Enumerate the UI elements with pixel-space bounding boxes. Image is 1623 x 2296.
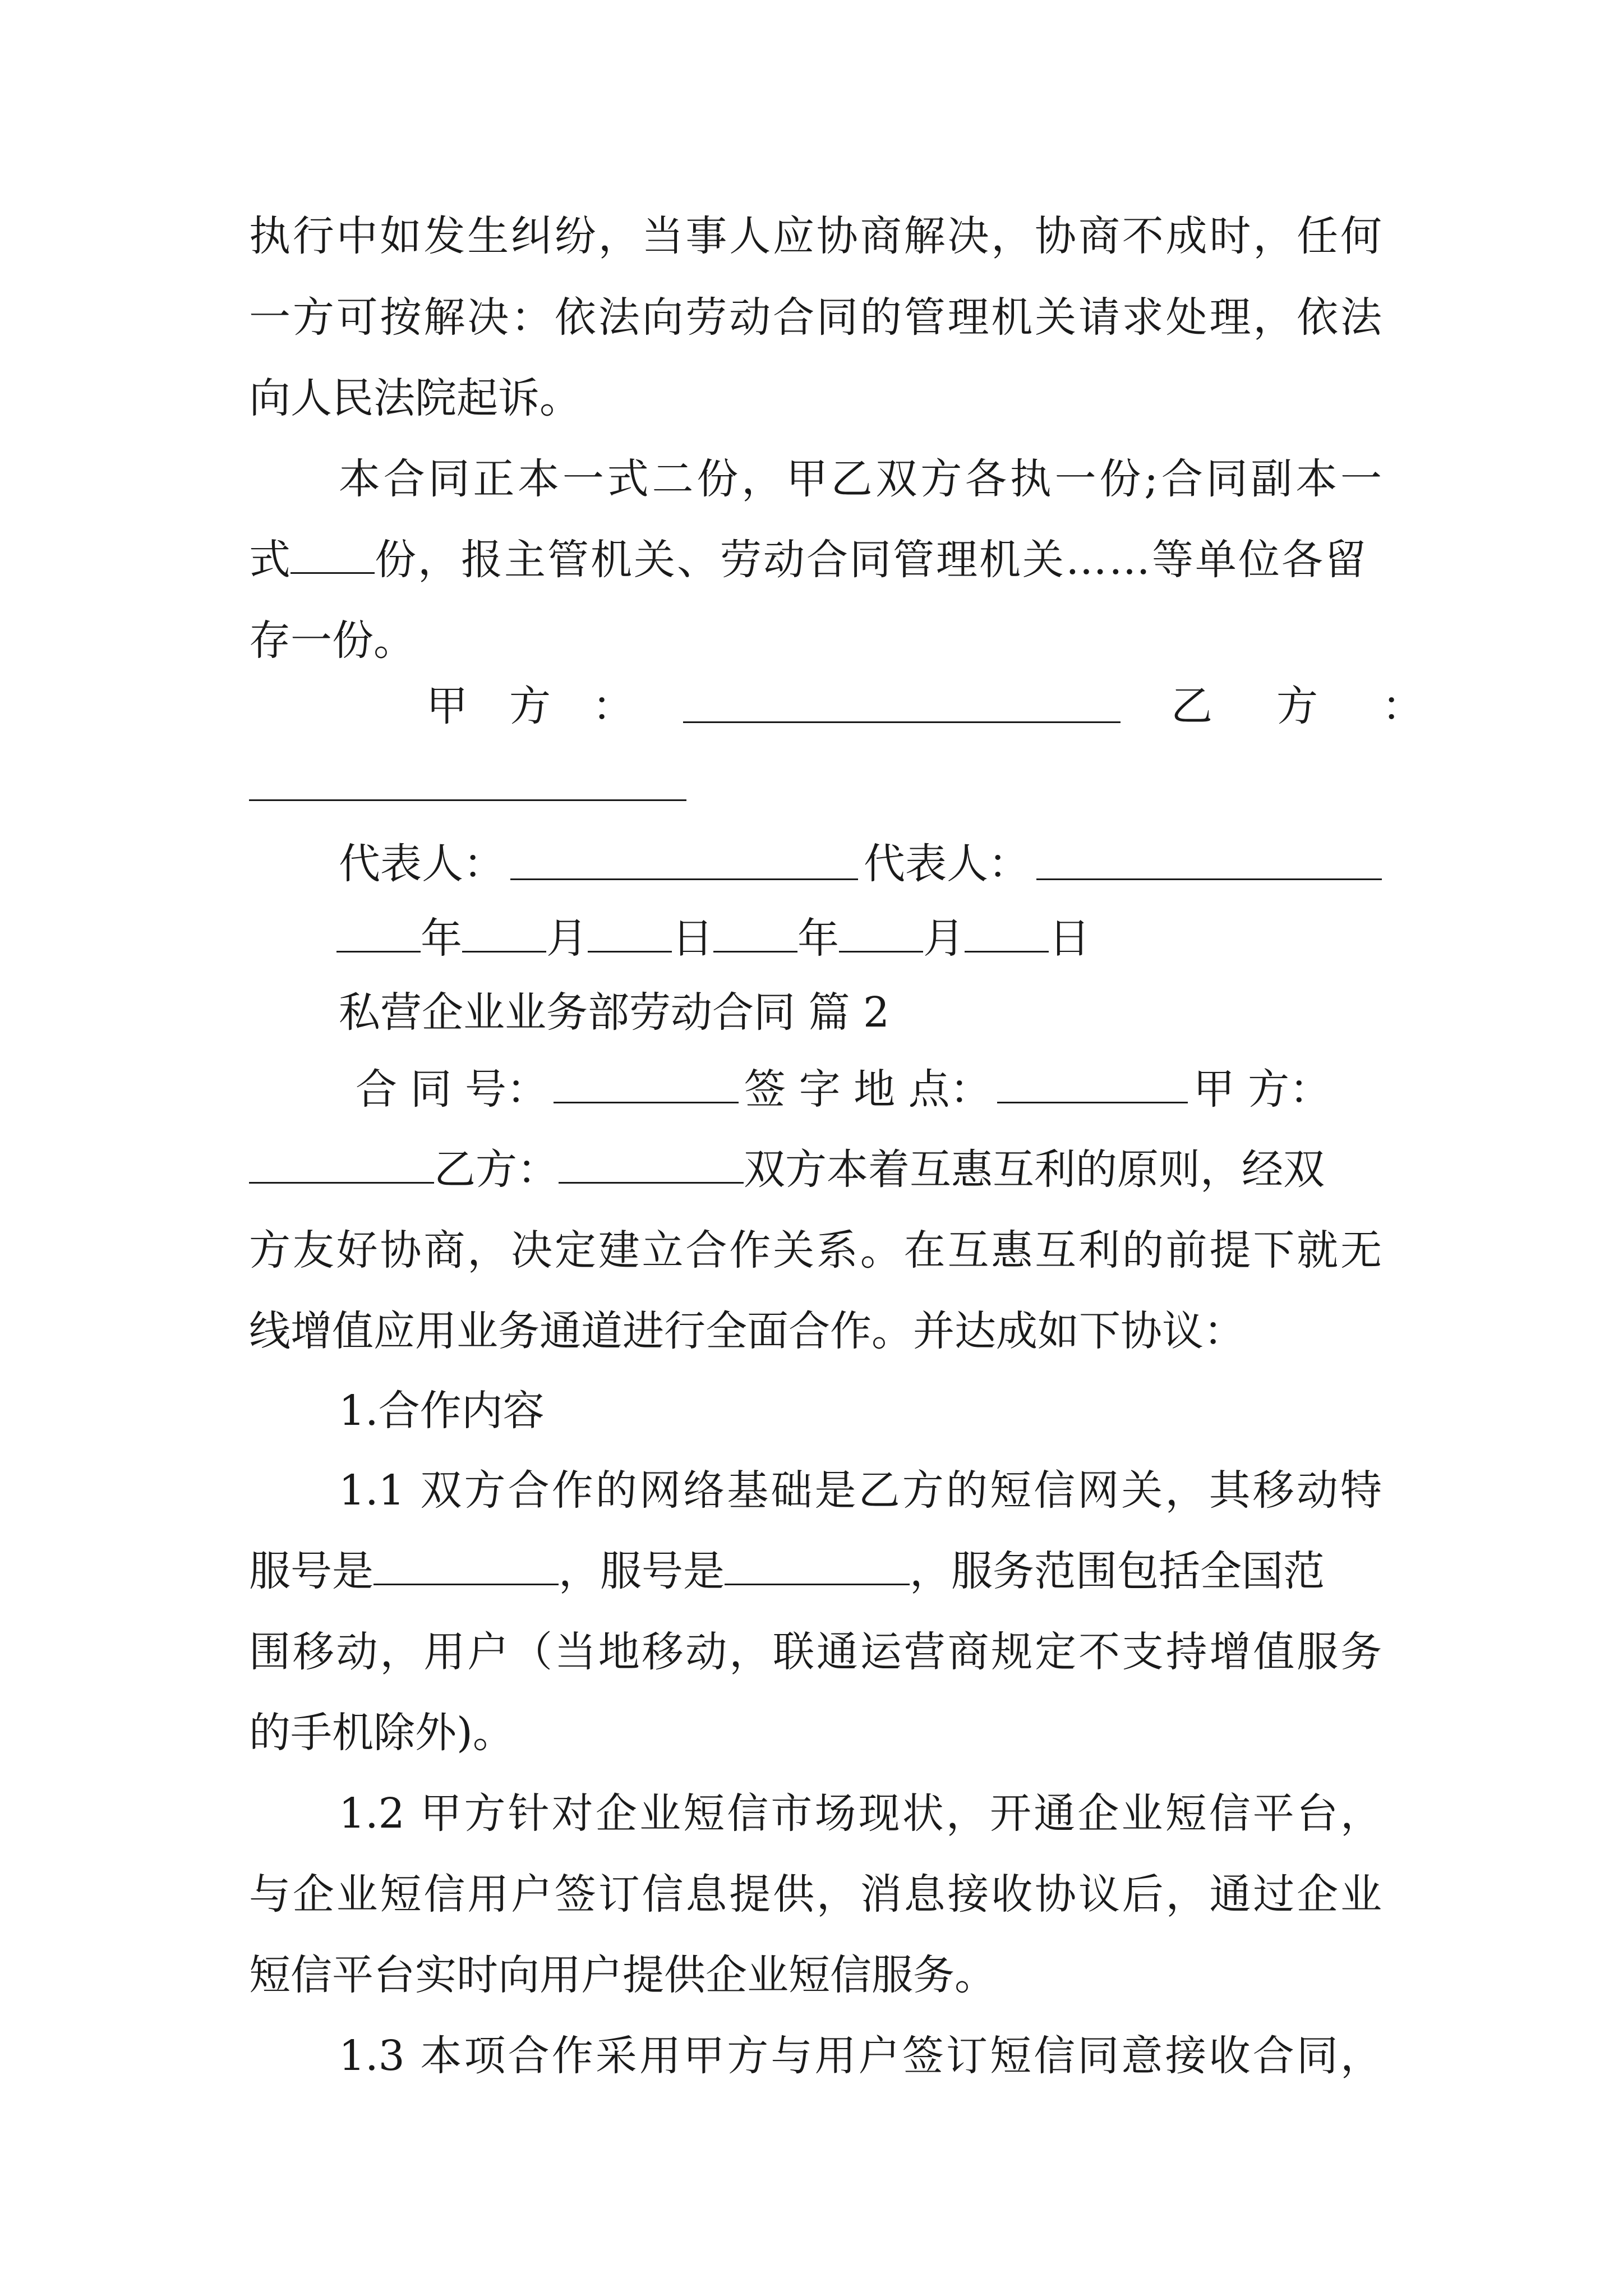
paragraph-line: 围移动，用户（当地移动，联通运营商规定不支持增值服务 <box>249 1628 1382 1676</box>
party-b-field <box>559 1148 744 1184</box>
paragraph-line: 与企业短信用户签订信息提供，消息接收协议后，通过企业 <box>249 1870 1382 1918</box>
blank-field <box>291 539 375 574</box>
month-label: 月 <box>546 914 588 963</box>
paragraph-line: 一方可按解决：依法向劳动合同的管理机关请求处理，依法 <box>249 293 1382 342</box>
blank-field <box>374 1550 559 1585</box>
text-fragment: 服号是 <box>249 1547 374 1595</box>
text-fragment: 式 <box>249 536 291 584</box>
party-b-label: 乙方： <box>434 1145 559 1194</box>
intro-tail: 双方本着互惠互利的原则，经双 <box>744 1145 1325 1194</box>
paragraph-line: 1.1 双方合作的网络基础是乙方的短信网关，其移动特 <box>339 1466 1382 1515</box>
paragraph-line: 短信平台实时向用户提供企业短信服务。 <box>249 1951 996 1999</box>
sign-place-field <box>997 1068 1188 1103</box>
year-label: 年 <box>797 914 839 963</box>
contract-no-field <box>554 1068 739 1103</box>
paragraph-line: 1.3 本项合作采用甲方与用户签订短信同意接收合同， <box>339 2032 1382 2080</box>
blank-field <box>725 1550 910 1585</box>
rep-b-line <box>1036 878 1382 880</box>
paragraph-line: 本合同正本一式二份，甲乙双方各执一份;合同副本一 <box>339 455 1382 503</box>
paragraph-line: 方友好协商，决定建立合作关系。在互惠互利的前提下就无 <box>249 1226 1382 1274</box>
paragraph-line <box>249 1546 1325 1596</box>
paragraph-line: 线增值应用业务通道进行全面合作。并达成如下协议： <box>249 1307 1245 1355</box>
year-label: 年 <box>421 914 462 963</box>
rep-label-b: 代表人： <box>864 840 1030 888</box>
paragraph-line: 向人民法院起诉。 <box>249 374 581 422</box>
party-a-label: 甲 方 ： <box>426 682 634 730</box>
rep-a-line <box>510 878 858 880</box>
blank-field <box>336 917 421 953</box>
paragraph-line <box>249 535 1368 585</box>
blank-field <box>462 917 546 953</box>
party-a-field <box>249 1148 434 1184</box>
party-b-label: 乙 方 ： <box>1171 682 1435 730</box>
party-a-signature-line <box>683 721 1121 723</box>
text-fragment: ，服务范围包括全国范 <box>910 1547 1325 1595</box>
month-label: 月 <box>923 914 965 963</box>
rep-label-a: 代表人： <box>339 840 505 888</box>
text-fragment: 份，报主管机关、劳动合同管理机关……等单位各留 <box>375 536 1368 584</box>
intro-line <box>249 1144 1325 1195</box>
text-fragment: ，服号是 <box>559 1547 725 1595</box>
blank-field <box>839 917 923 953</box>
day-label: 日 <box>672 914 713 963</box>
contract-header-line <box>356 1064 1331 1115</box>
day-label: 日 <box>1049 914 1090 963</box>
party-a-label: 甲 方： <box>1193 1065 1331 1114</box>
item-heading: 1.合作内容 <box>339 1387 545 1435</box>
contract-no-label: 合 同 号： <box>356 1065 548 1114</box>
section-title: 私营企业业务部劳动合同 篇 2 <box>339 988 890 1037</box>
paragraph-line: 存一份。 <box>249 616 415 665</box>
paragraph-line: 的手机除外)。 <box>249 1709 514 1757</box>
paragraph-line: 执行中如发生纠纷，当事人应协商解决，协商不成时，任何 <box>249 212 1382 260</box>
paragraph-line: 1.2 甲方针对企业短信市场现状，开通企业短信平台， <box>339 1789 1382 1838</box>
sign-place-label: 签 字 地 点： <box>744 1065 992 1114</box>
party-b-signature-line <box>249 799 686 801</box>
blank-field <box>713 917 797 953</box>
date-line <box>336 913 1090 964</box>
blank-field <box>588 917 672 953</box>
blank-field <box>965 917 1049 953</box>
